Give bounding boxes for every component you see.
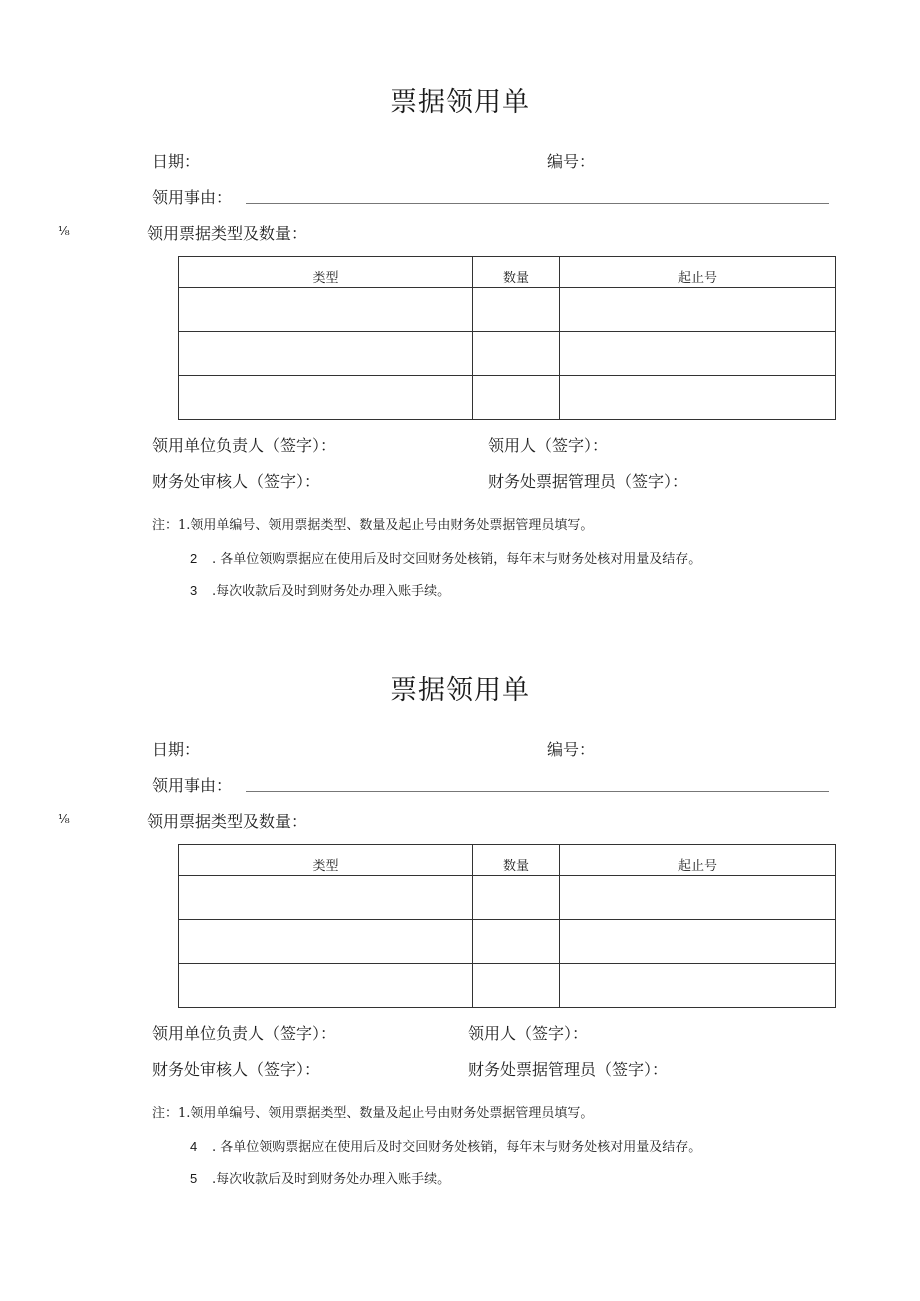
header-type: 类型	[179, 257, 473, 288]
serial-range-cell[interactable]	[560, 376, 836, 420]
reason-label: 领用事由：	[152, 776, 233, 795]
recipient-signature-label: 领用人（签字）：	[468, 1024, 589, 1043]
recipient-signature-label: 领用人（签字）：	[488, 436, 609, 455]
ticket-requisition-form-1	[0, 0, 920, 599]
header-serial-range: 起止号	[560, 257, 836, 288]
type-cell[interactable]	[179, 920, 473, 964]
ticket-types-table	[178, 256, 836, 420]
note-text: . 各单位领购票据应在使用后及时交回财务处核销，每年末与财务处核对用量及结存。	[212, 1140, 702, 1155]
type-cell[interactable]	[179, 376, 473, 420]
header-type: 类型	[179, 845, 473, 876]
number-label: 编号：	[547, 152, 596, 171]
type-cell[interactable]	[179, 332, 473, 376]
header-serial-range: 起止号	[560, 845, 836, 876]
date-label: 日期：	[152, 740, 201, 759]
quantity-cell[interactable]	[473, 920, 560, 964]
reason-label: 领用事由：	[152, 188, 233, 207]
ticket-types-label: 领用票据类型及数量：	[147, 224, 308, 243]
note-2	[190, 548, 701, 567]
serial-range-cell[interactable]	[560, 876, 836, 920]
table-row	[179, 376, 836, 420]
table-header-row	[179, 257, 836, 288]
date-label: 日期：	[152, 152, 201, 171]
quantity-cell[interactable]	[473, 332, 560, 376]
type-cell[interactable]	[179, 964, 473, 1008]
type-cell[interactable]	[179, 876, 473, 920]
header-quantity: 数量	[473, 845, 560, 876]
serial-range-cell[interactable]	[560, 332, 836, 376]
note-number: 5	[190, 1171, 198, 1186]
note-1: 注：1.领用单编号、领用票据类型、数量及起止号由财务处票据管理员填写。	[152, 1106, 594, 1121]
number-label: 编号：	[547, 740, 596, 759]
finance-admin-signature-label: 财务处票据管理员（签字）：	[488, 472, 689, 491]
quantity-cell[interactable]	[473, 376, 560, 420]
table-row	[179, 288, 836, 332]
table-header-row	[179, 845, 836, 876]
header-quantity: 数量	[473, 257, 560, 288]
note-text: .每次收款后及时到财务处办理入账手续。	[212, 584, 451, 599]
note-1: 注：1.领用单编号、领用票据类型、数量及起止号由财务处票据管理员填写。	[152, 518, 594, 533]
quantity-cell[interactable]	[473, 964, 560, 1008]
note-3	[190, 1168, 450, 1187]
unit-head-signature-label: 领用单位负责人（签字）：	[152, 1024, 337, 1043]
note-2	[190, 1136, 701, 1155]
note-number: 3	[190, 583, 198, 598]
ticket-types-table	[178, 844, 836, 1008]
serial-range-cell[interactable]	[560, 288, 836, 332]
serial-range-cell[interactable]	[560, 964, 836, 1008]
ticket-requisition-form-2	[0, 588, 920, 1187]
ticket-types-label: 领用票据类型及数量：	[147, 812, 308, 831]
finance-reviewer-signature-label: 财务处审核人（签字）：	[152, 472, 321, 491]
table-row	[179, 332, 836, 376]
serial-range-cell[interactable]	[560, 920, 836, 964]
side-mark: ⅛	[58, 812, 70, 826]
form-title: 票据领用单	[390, 87, 530, 118]
note-number: 4	[190, 1139, 198, 1154]
quantity-cell[interactable]	[473, 876, 560, 920]
type-cell[interactable]	[179, 288, 473, 332]
finance-admin-signature-label: 财务处票据管理员（签字）：	[468, 1060, 669, 1079]
side-mark: ⅛	[58, 224, 70, 238]
table-row	[179, 920, 836, 964]
note-number: 2	[190, 551, 198, 566]
note-text: . 各单位领购票据应在使用后及时交回财务处核销，每年末与财务处核对用量及结存。	[212, 552, 702, 567]
note-text: .每次收款后及时到财务处办理入账手续。	[212, 1172, 451, 1187]
unit-head-signature-label: 领用单位负责人（签字）：	[152, 436, 337, 455]
table-row	[179, 876, 836, 920]
finance-reviewer-signature-label: 财务处审核人（签字）：	[152, 1060, 321, 1079]
reason-input-line[interactable]	[246, 791, 829, 792]
quantity-cell[interactable]	[473, 288, 560, 332]
form-title: 票据领用单	[390, 675, 530, 706]
reason-input-line[interactable]	[246, 203, 829, 204]
table-row	[179, 964, 836, 1008]
